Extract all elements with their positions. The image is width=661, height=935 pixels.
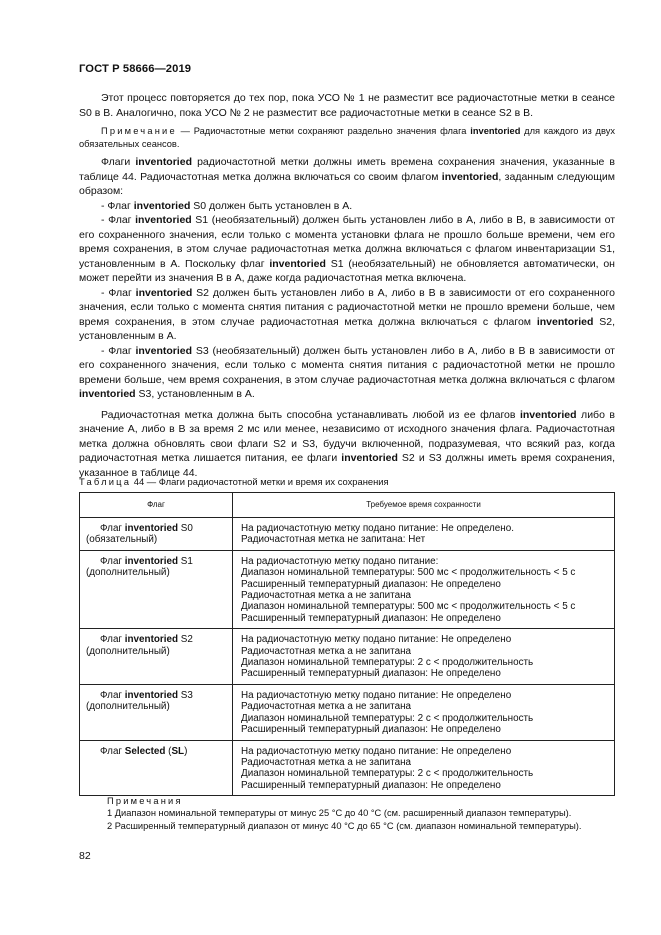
col-header-flag: Флаг [80, 493, 233, 518]
table-notes [107, 795, 581, 832]
list-item-s2: - Флаг inventoried S2 должен быть установлен либо в А, либо в В в зависимости от его сохраненного значения, если только с момента снятия питания с радиочастотной метки не прошло времени больше, чем время сохранения, в этом случае радиочастотная метка должна включаться с флагом inventoried S2, установленным в А. [79, 286, 615, 342]
note: Примечание — Радиочастотные метки сохраняют раздельно значения флага inventoried для каждого из двух обязательных сеансов. [79, 126, 615, 149]
flag-cell: Флаг inventoried S2 (дополнительный) [80, 629, 233, 685]
table-row [80, 518, 615, 551]
flag-cell: Флаг inventoried S3 (дополнительный) [80, 684, 233, 740]
body-text [79, 91, 615, 480]
table-row [80, 740, 615, 796]
paragraph-1: Этот процесс повторяется до тех пор, пока УСО № 1 не разместит все радиочастотные метки в сеансе S0 в B. Аналогично, пока УСО № 2 не разместит все радиочастотные метки в сеансе S2 в B. [79, 92, 615, 119]
flag-cell: Флаг inventoried S1 (дополнительный) [80, 550, 233, 628]
table-row [80, 629, 615, 685]
retention-cell: На радиочастотную метку подано питание: Не определено Радиочастотная метка а не запитана Диапазон номинальной температуры: 2 с < продолжительность Расширенный температурный диапазон: Не определено [233, 740, 615, 796]
retention-cell: На радиочастотную метку подано питание: Не определено Радиочастотная метка а не запитана Диапазон номинальной температуры: 2 с < продолжительность Расширенный температурный диапазон: Не определено [233, 629, 615, 685]
list-item-s1: - Флаг inventoried S1 (необязательный) должен быть установлен либо в А, либо в В, в зависимости от его сохраненного значения, если только с момента установки флага не прошло больше времени, чем его время сохранения, в этом случае радиочастотная метка должна включаться с флагом инвентаризации S1, установленным в А. Поскольку флаг inventoried S1 (необязательный) не обновляется автоматически, он может перейти из значения В в А, даже когда радиочастотная метка включена. [79, 214, 616, 284]
notes-title: Примечания [107, 796, 183, 806]
table-row [80, 550, 615, 628]
paragraph-3: Радиочастотная метка должна быть способна устанавливать любой из ее флагов inventoried либо в значение А, либо в В за время 2 мс или менее, независимо от исходного значения флага. Радиочастотная метка должна обновлять свои флаги S2 и S3, будучи включенной, подразумевая, что всякий раз, когда радиочастотная метка лишается питания, ее флаги inventoried S2 и S3 должны иметь время сохранения, указанное в таблице 44. [79, 408, 615, 479]
note-item: 2 Расширенный температурный диапазон от минус 40 °С до 65 °С (см. диапазон номинальной температуры). [107, 820, 582, 831]
retention-cell: На радиочастотную метку подано питание: Не определено Радиочастотная метка а не запитана Диапазон номинальной температуры: 2 с < продолжительность Расширенный температурный диапазон: Не определено [233, 684, 615, 740]
note-item: 1 Диапазон номинальной температуры от минус 25 °С до 40 °С (см. расширенный диапазон температуры). [107, 808, 572, 819]
flag-cell: Флаг inventoried S0 (обязательный) [80, 518, 233, 551]
retention-cell: На радиочастотную метку подано питание: Не определено. Радиочастотная метка не запитана: Нет [233, 518, 615, 551]
table-header-row [80, 493, 615, 518]
table-row [80, 684, 615, 740]
retention-cell: На радиочастотную метку подано питание: Диапазон номинальной температуры: 500 мс < продолжительность < 5 с Расширенный температурный диапазон: Не определено Радиочастотная метка а не запитана Диапазон номинальной температуры: 500 мс < продолжительность < 5 с Расширенный температурный диапазон: Не определено [233, 550, 615, 628]
flag-cell: Флаг Selected (SL) [80, 740, 233, 796]
list-item-s3: - Флаг inventoried S3 (необязательный) должен быть установлен либо в А, либо в В в зависимости от его сохраненного значения, если только с момента снятия питания с радиочастотной метки не прошло времени больше, чем время сохранения, в этом случае радиочастотная метка должна включаться с флагом inventoried S3, установленным в А. [79, 344, 615, 400]
note-label: Примечание [101, 126, 177, 136]
paragraph-2: Флаги inventoried радиочастотной метки должны иметь времена сохранения значения, указанные в таблице 44. Радиочастотная метка должна включаться со своим флагом inventoried, заданным следующим образом: [79, 156, 616, 197]
flags-table [79, 492, 615, 796]
list-item-s0: - Флаг inventoried S0 должен быть установлен в А. [101, 199, 353, 212]
document-header: ГОСТ Р 58666—2019 [79, 63, 192, 75]
col-header-retention: Требуемое время сохранности [233, 493, 615, 518]
page-number: 82 [79, 850, 91, 862]
table-caption: Таблица 44 — Флаги радиочастотной метки и время их сохранения [79, 476, 389, 487]
